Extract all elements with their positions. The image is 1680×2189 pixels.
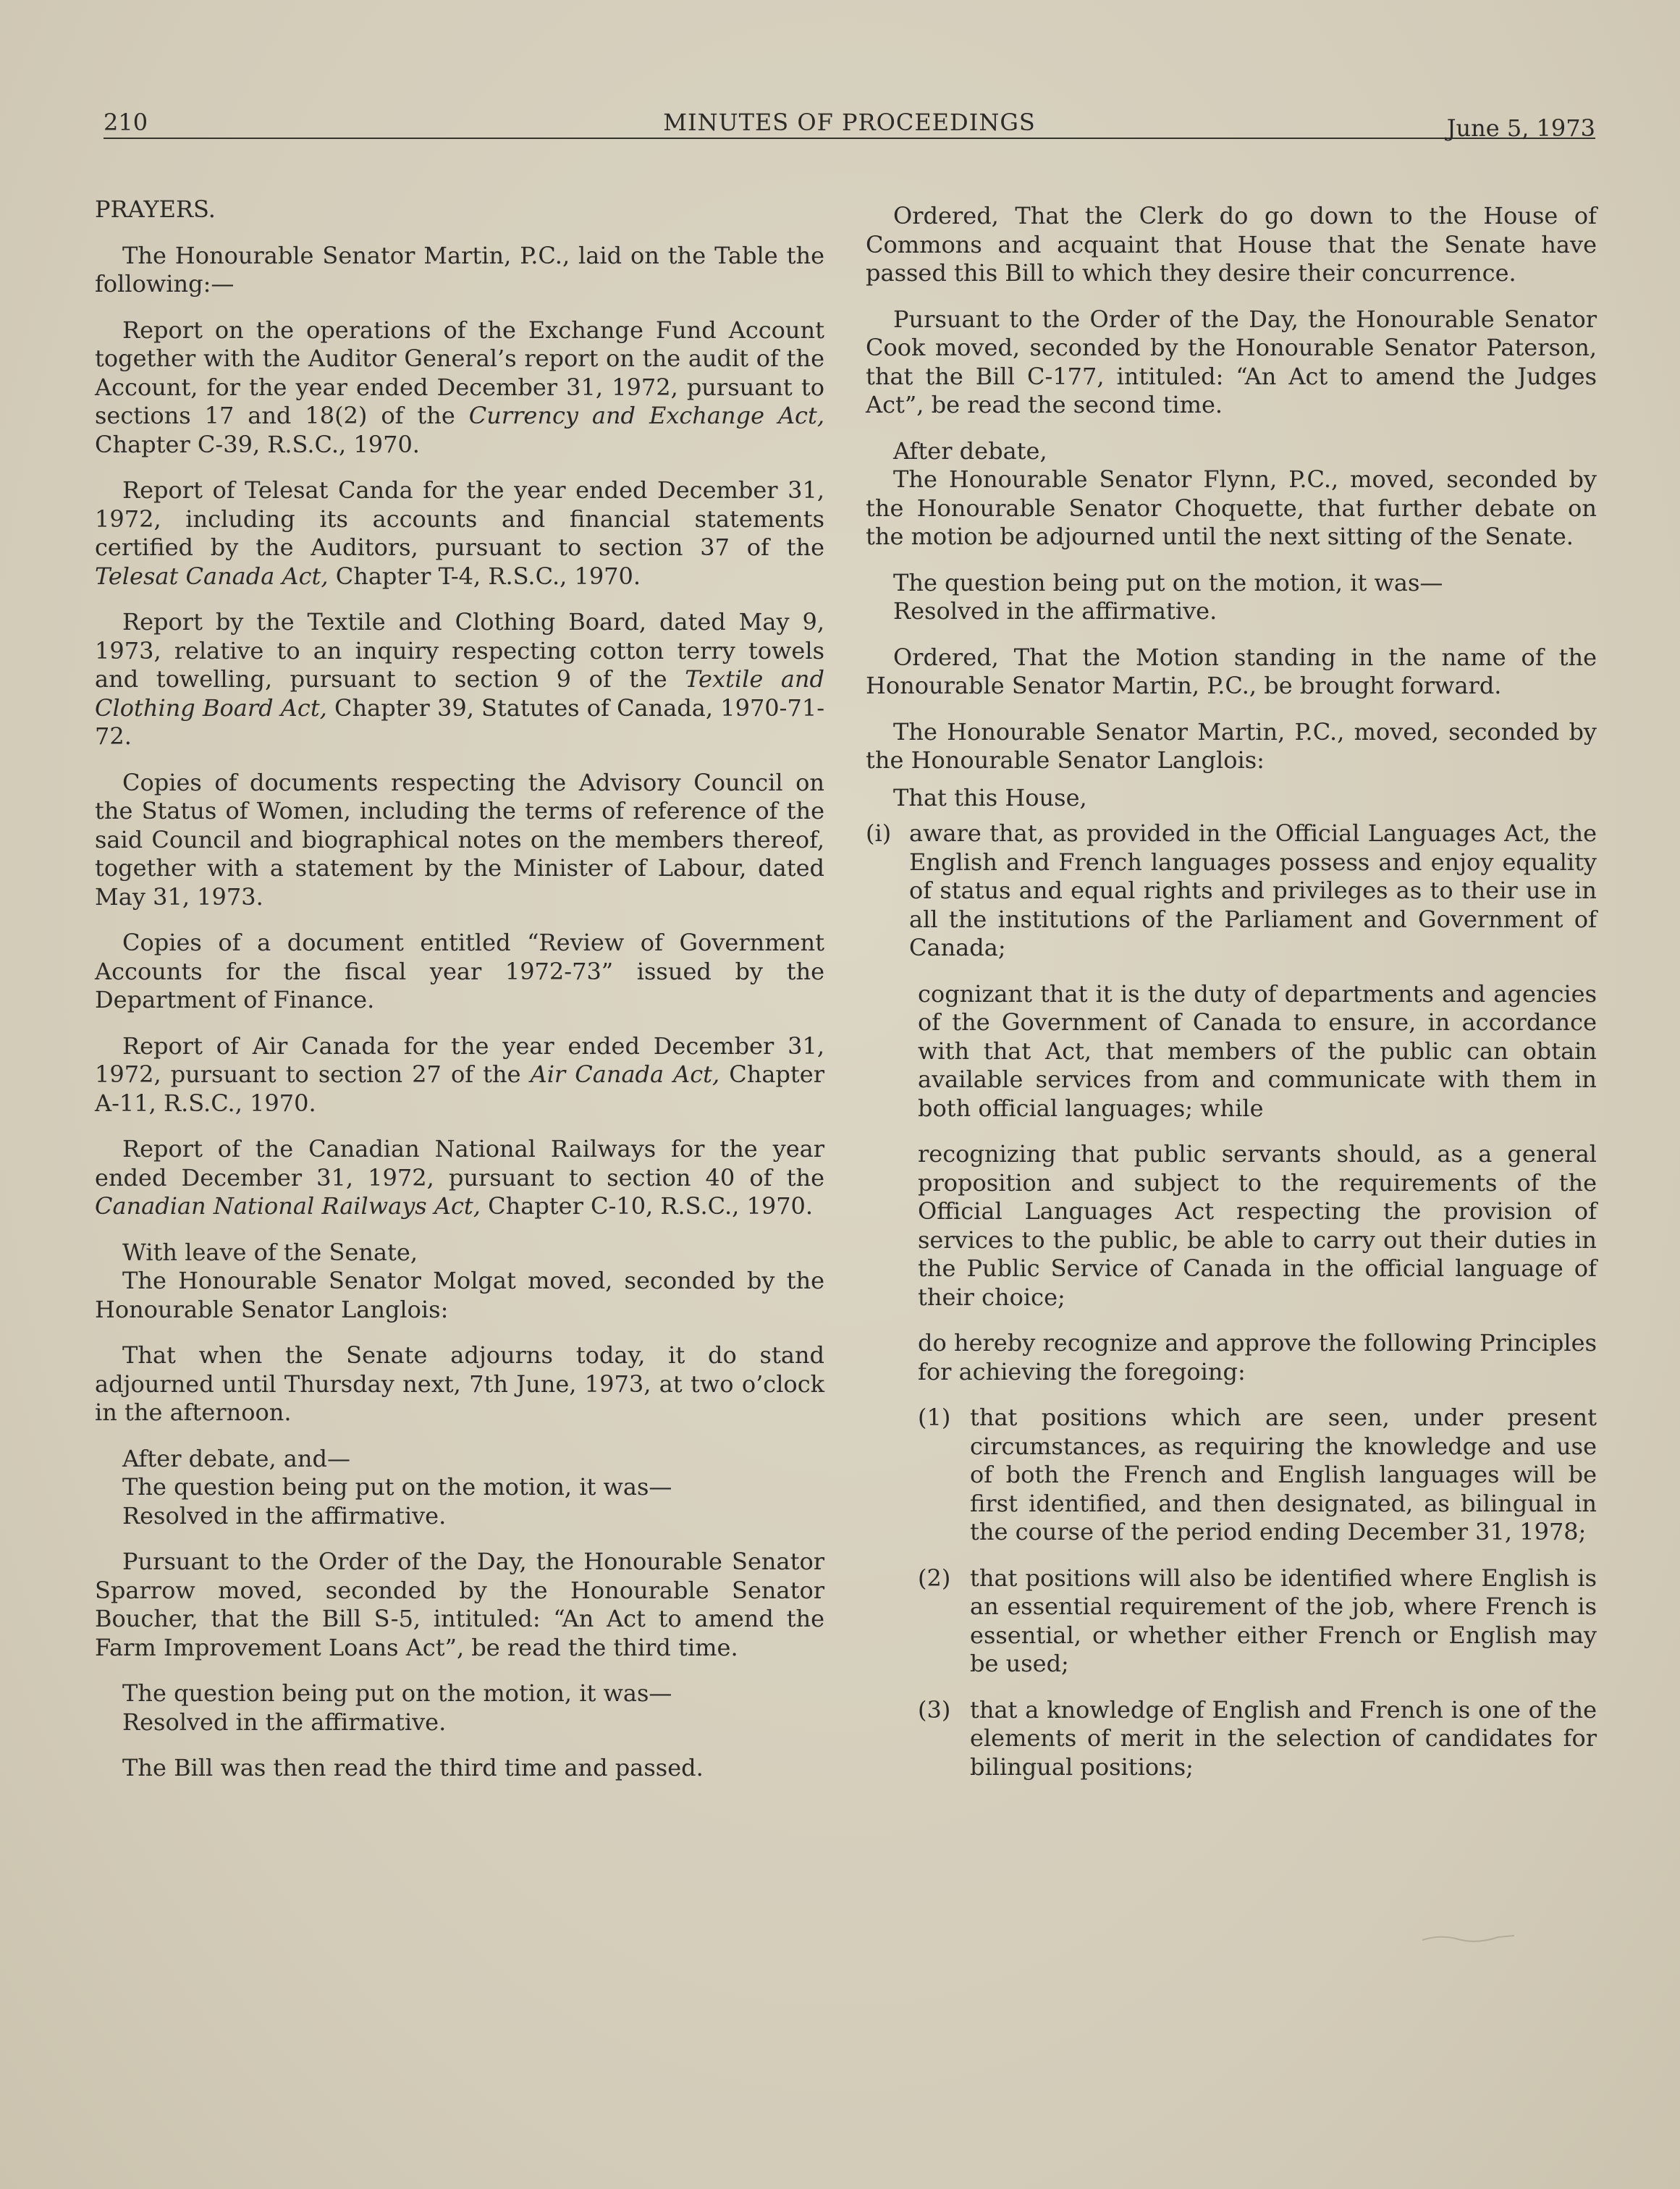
principle-3-marker: (3) bbox=[918, 1695, 951, 1724]
after-debate: After debate, bbox=[893, 436, 1047, 465]
resolved-1: Resolved in the affirmative. bbox=[122, 1501, 447, 1530]
report-air-canada: Report of Air Canada for the year ended December 31, 1972, pursuant to section 27 of the Air Canada Act, Chapter A-11, R.S.C., 1970. bbox=[95, 1032, 825, 1117]
doc-government-accounts: Copies of a document entitled “Review of Government Accounts for the fiscal year 1972-73” issued by the Department of Finance. bbox=[95, 929, 824, 1013]
flynn-motion: The Honourable Senator Flynn, P.C., moved, seconded by the Honourable Senator Choquette, that further debate on the motion be adjourned until the next sitting of the Senate. bbox=[866, 465, 1597, 550]
right-column bbox=[866, 195, 1597, 1799]
ordered-motion: Ordered, That the Motion standing in the name of the Honourable Senator Martin, P.C., be brought forward. bbox=[866, 643, 1597, 699]
sparrow-motion: Pursuant to the Order of the Day, the Honourable Senator Sparrow moved, seconded by the Honourable Senator Boucher, that the Bill S-5, intituled: “An Act to amend the Farm Improvement Loans Act”, be read the third time. bbox=[95, 1548, 824, 1661]
docs-status-of-women: Copies of documents respecting the Advisory Council on the Status of Women, including the terms of reference of the said Council and biographical notes on the members thereof, together with a statement by the Minister of Labour, dated May 31, 1973. bbox=[95, 768, 824, 911]
ordered-clerk: Ordered, That the Clerk do go down to the House of Commons and acquaint that House that the Senate have passed this Bill to which they desire their concurrence. bbox=[866, 202, 1597, 287]
do-hereby-clause: do hereby recognize and approve the following Principles for achieving the foregoing: bbox=[918, 1329, 1597, 1385]
principle-1-marker: (1) bbox=[918, 1404, 951, 1431]
principle-1-text: that positions which are seen, under present circumstances, as requiring the knowledge and use of both the French and English languages will be first identified, and then designated, as bilingual in the course of the period ending December 31, 1978; bbox=[970, 1404, 1597, 1545]
page-title: MINUTES OF PROCEEDINGS bbox=[663, 109, 1036, 136]
principle-2-marker: (2) bbox=[918, 1564, 951, 1592]
leave-of-senate: With leave of the Senate, bbox=[122, 1238, 418, 1266]
principle-2 bbox=[866, 1564, 1597, 1679]
molgat-motion: The Honourable Senator Molgat moved, seconded by the Honourable Senator Langlois: bbox=[95, 1267, 824, 1323]
recognizing-clause: recognizing that public servants should, as a general proposition and subject to the requirements of the Official Languages Act respecting the provision of services to the public, be able to carry out their duties in the Public Service of Canada in the official language of their choice; bbox=[918, 1140, 1597, 1311]
tabled-intro: The Honourable Senator Martin, P.C., laid on the Table the following:— bbox=[95, 241, 824, 298]
resolved-3: Resolved in the affirmative. bbox=[893, 597, 1217, 625]
clause-i-marker: (i) bbox=[866, 819, 892, 847]
faint-ink-mark bbox=[1419, 1927, 1520, 1949]
question-put-3: The question being put on the motion, it was— bbox=[893, 568, 1443, 596]
report-cn-railways: Report of the Canadian National Railways for the year ended December 31, 1972, pursuant to section 40 of the Canadian National Railways Act, Chapter C-10, R.S.C., 1970. bbox=[95, 1135, 824, 1220]
principle-3-text: that a knowledge of English and French is one of the elements of merit in the selection of candidates for bilingual positions; bbox=[970, 1695, 1597, 1781]
report-telesat: Report of Telesat Canda for the year ended December 31, 1972, including its accounts and financial statements certified by the Auditors, pursuant to section 37 of the Telesat Canada Act, Chapter T-4, R.S.C., 1970. bbox=[95, 476, 824, 590]
clause-i bbox=[866, 819, 1597, 963]
cook-motion: Pursuant to the Order of the Day, the Honourable Senator Cook moved, seconded by the Honourable Senator Paterson, that the Bill C-177, intituled: “An Act to amend the Judges Act”, be read the second time. bbox=[866, 305, 1597, 418]
page-date: June 5, 1973 bbox=[1446, 114, 1595, 142]
clause-i-text: aware that, as provided in the Official Languages Act, the English and French languages possess and enjoy equality of status and equal rights and privileges as to their use in all the institutions of the Parliament and Government of Canada; bbox=[909, 819, 1597, 961]
adjournment-text: That when the Senate adjourns today, it do stand adjourned until Thursday next, 7th June, 1973, at two o’clock in the afternoon. bbox=[95, 1341, 824, 1426]
principle-2-text: that positions will also be identified where English is an essential requirement of the job, where French is essential, or whether either French or English may be used; bbox=[970, 1564, 1597, 1677]
resolved-2: Resolved in the affirmative. bbox=[122, 1708, 447, 1736]
martin-motion: The Honourable Senator Martin, P.C., moved, seconded by the Honourable Senator Langlois: bbox=[866, 717, 1597, 774]
principle-3 bbox=[866, 1696, 1597, 1782]
cognizant-clause: cognizant that it is the duty of departments and agencies of the Government of Canada to ensure, in accordance with that Act, that members of the public can obtain available services from and communicate with them in both official languages; while bbox=[918, 979, 1597, 1122]
left-column bbox=[95, 195, 824, 1800]
page-number: 210 bbox=[104, 109, 148, 136]
report-textile-board: Report by the Textile and Clothing Board, dated May 9, 1973, relative to an inquiry respecting cotton terry towels and towelling, pursuant to section 9 of the Textile and Clothing Board Act, Chapter 39, Statutes of Canada, 1970-71-72. bbox=[95, 608, 825, 750]
question-put-1: The question being put on the motion, it was— bbox=[122, 1473, 672, 1501]
page-header bbox=[104, 101, 1595, 142]
bill-passed: The Bill was then read the third time and passed. bbox=[122, 1754, 704, 1781]
question-put-2: The question being put on the motion, it was— bbox=[122, 1679, 672, 1707]
prayers-heading: PRAYERS. bbox=[95, 195, 216, 223]
after-debate-and: After debate, and— bbox=[122, 1444, 350, 1472]
that-this-house: That this House, bbox=[893, 783, 1087, 811]
report-exchange-fund: Report on the operations of the Exchange Fund Account together with the Auditor General’s report on the audit of the Account, for the year ended December 31, 1972, pursuant to sections 17 and 18(2) of the Currency and Exchange Act, Chapter C-39, R.S.C., 1970. bbox=[95, 316, 825, 458]
principle-1 bbox=[866, 1404, 1597, 1547]
